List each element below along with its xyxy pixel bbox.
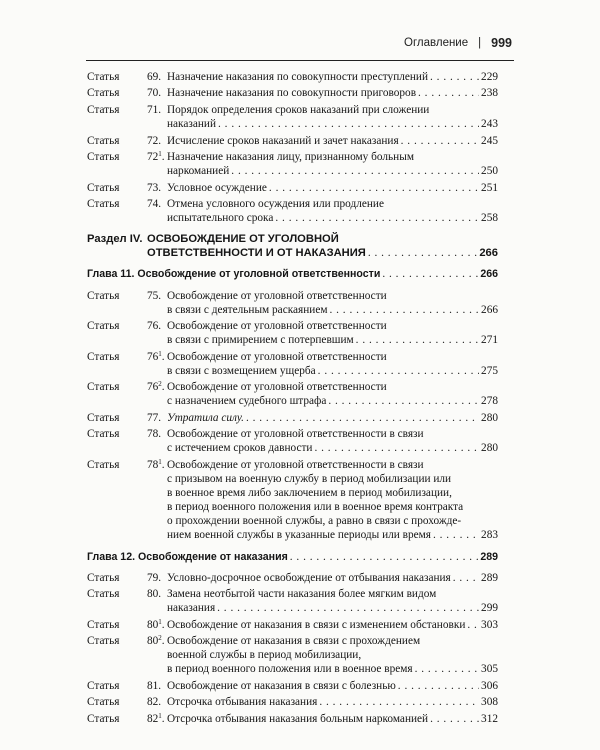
dot-leader xyxy=(269,181,479,195)
toc-chapter-12 xyxy=(87,550,498,564)
entry-page: 271 xyxy=(481,334,498,347)
entry-page: 280 xyxy=(481,411,498,424)
entry-kind: Статья xyxy=(87,103,120,116)
entry-page: 305 xyxy=(481,663,498,676)
chapter-page: 289 xyxy=(480,550,498,563)
entry-title: Освобождение от наказания в связи с болезнью xyxy=(167,679,396,692)
entry-title-cont: наказаний xyxy=(167,118,217,131)
toc-entry-69 xyxy=(87,70,498,84)
toc-entry-81 xyxy=(87,679,498,693)
toc-entry-74 xyxy=(87,197,498,225)
toc-entry-72-1 xyxy=(87,150,498,178)
entry-title: Исчисление сроков наказаний и зачет наказания xyxy=(167,134,399,147)
entry-title-cont: военной службы в период мобилизации, xyxy=(167,649,362,662)
toc-entry-79 xyxy=(87,571,498,585)
chapter-title: Глава 12. Освобождение от наказания xyxy=(87,550,288,563)
entry-kind: Статья xyxy=(87,151,120,164)
dot-leader xyxy=(218,117,479,131)
entry-title: Освобождение от уголовной ответственности xyxy=(167,381,387,394)
running-header xyxy=(404,36,512,50)
entry-page: 229 xyxy=(481,71,498,83)
entry-page: 258 xyxy=(481,212,498,225)
dot-leader xyxy=(467,618,479,632)
entry-page: 266 xyxy=(481,303,498,316)
entry-kind: Статья xyxy=(87,198,120,211)
toc-section-4 xyxy=(87,232,498,260)
entry-number: 71. xyxy=(147,103,162,116)
entry-title: Освобождение от уголовной ответственности xyxy=(167,350,387,363)
entry-kind: Статья xyxy=(87,181,120,194)
dot-leader xyxy=(368,246,477,260)
dot-leader xyxy=(330,303,480,317)
dot-leader xyxy=(319,695,479,709)
dot-leader xyxy=(328,394,479,408)
entry-number: 80. xyxy=(147,588,162,601)
entry-kind: Статья xyxy=(87,635,120,648)
dot-leader xyxy=(401,134,479,148)
header-rule xyxy=(86,60,514,61)
dot-leader xyxy=(246,411,479,425)
entry-number: 69. xyxy=(147,71,162,83)
toc-entry-77 xyxy=(87,411,498,425)
entry-number: 79. xyxy=(147,571,162,584)
entry-kind: Статья xyxy=(87,381,120,394)
toc-entry-71 xyxy=(87,103,498,131)
entry-title: Назначение наказания по совокупности преступлений xyxy=(167,71,429,83)
entry-kind: Статья xyxy=(87,134,120,147)
dot-leader xyxy=(382,267,478,281)
entry-page: 243 xyxy=(481,118,498,131)
entry-kind: Статья xyxy=(87,712,120,725)
entry-number: 73. xyxy=(147,181,162,194)
entry-title: Отсрочка отбывания наказания xyxy=(167,696,318,709)
entry-title: Освобождение от уголовной ответственности в связи xyxy=(167,428,424,441)
entry-kind: Статья xyxy=(87,458,120,471)
entry-title-cont: в военное время либо заключением в период мобилизации, xyxy=(167,487,452,500)
dot-leader xyxy=(430,712,479,726)
entry-kind: Статья xyxy=(87,350,120,363)
entry-kind: Статья xyxy=(87,411,120,424)
entry-title: Условное осуждение xyxy=(167,181,267,194)
entry-page: 306 xyxy=(481,679,498,692)
section-title: ОСВОБОЖДЕНИЕ ОТ УГОЛОВНОЙ xyxy=(147,233,339,246)
entry-kind: Статья xyxy=(87,618,120,631)
toc-chapter-11 xyxy=(87,267,498,281)
dot-leader xyxy=(453,571,479,585)
entry-page: 312 xyxy=(481,712,498,725)
entry-number: $80^1$. xyxy=(147,617,165,631)
dot-leader xyxy=(217,601,479,615)
header-section-title: Оглавление xyxy=(404,37,469,49)
entry-title: Освобождение от уголовной ответственности в связи xyxy=(167,458,424,471)
entry-title: Замена неотбытой части наказания более мягким видом xyxy=(167,588,437,601)
dot-leader xyxy=(415,662,479,676)
entry-title: Назначение наказания по совокупности приговоров xyxy=(167,87,417,100)
dot-leader xyxy=(231,164,479,178)
dot-leader xyxy=(398,679,479,693)
entry-title-cont: испытательного срока xyxy=(167,212,274,225)
entry-title: Освобождение от наказания в связи с прохождением xyxy=(167,635,421,648)
toc-entry-76-2 xyxy=(87,380,498,408)
dot-leader xyxy=(430,70,479,84)
entry-number: 70. xyxy=(147,87,162,100)
entry-kind: Статья xyxy=(87,320,120,333)
entry-number: 74. xyxy=(147,198,162,211)
toc-entry-80-1 xyxy=(87,618,498,632)
toc-entry-73 xyxy=(87,181,498,195)
dot-leader xyxy=(275,211,479,225)
toc-entry-70 xyxy=(87,86,498,100)
entry-kind: Статья xyxy=(87,428,120,441)
toc-entry-78-1 xyxy=(87,458,498,543)
entry-number: 78. xyxy=(147,428,162,441)
entry-number: 72. xyxy=(147,134,162,147)
entry-title-cont: о прохождении военной службы, а равно в связи с прохожде- xyxy=(167,515,462,528)
entry-kind: Статья xyxy=(87,696,120,709)
toc-entry-75 xyxy=(87,289,498,317)
header-separator: | xyxy=(478,37,482,49)
entry-kind: Статья xyxy=(87,71,120,83)
entry-page: 251 xyxy=(481,181,498,194)
entry-number: 77. xyxy=(147,411,162,424)
dot-leader xyxy=(314,441,479,455)
entry-title-cont: с призывом на военную службу в период мобилизации или xyxy=(167,473,452,486)
toc-entry-78 xyxy=(87,427,498,455)
entry-title: Условно-досрочное освобождение от отбывания наказания xyxy=(167,571,451,584)
entry-page: 303 xyxy=(481,618,498,631)
entry-page: 278 xyxy=(481,395,498,408)
toc-entry-82 xyxy=(87,695,498,709)
entry-kind: Статья xyxy=(87,588,120,601)
toc-entry-76-1 xyxy=(87,350,498,378)
dot-leader xyxy=(318,364,479,378)
entry-title-cont: наркоманией xyxy=(167,165,230,178)
toc-entry-72 xyxy=(87,134,498,148)
entry-title-cont: наказания xyxy=(167,602,216,615)
entry-number: $72^1$. xyxy=(147,150,165,164)
entry-page: 250 xyxy=(481,165,498,178)
dot-leader xyxy=(356,333,479,347)
chapter-page: 266 xyxy=(480,268,498,281)
entry-title: Освобождение от уголовной ответственности xyxy=(167,289,387,302)
entry-kind: Статья xyxy=(87,571,120,584)
entry-title: Утратила силу. xyxy=(167,411,244,424)
dot-leader xyxy=(418,86,479,100)
section-title-cont: ОТВЕТСТВЕННОСТИ И ОТ НАКАЗАНИЯ xyxy=(147,247,366,260)
entry-page: 280 xyxy=(481,442,498,455)
entry-number: $76^1$. xyxy=(147,349,165,363)
entry-page: 275 xyxy=(481,364,498,377)
header-page-number: 999 xyxy=(491,36,512,50)
entry-number: $80^2$. xyxy=(147,634,165,648)
entry-number: 76. xyxy=(147,320,162,333)
entry-kind: Статья xyxy=(87,679,120,692)
entry-title-cont: в связи с примирением с потерпевшим xyxy=(167,334,354,347)
section-page: 266 xyxy=(479,247,498,260)
entry-title-cont: с истечением сроков давности xyxy=(167,442,313,455)
entry-page: 238 xyxy=(481,87,498,100)
toc-entry-76 xyxy=(87,319,498,347)
entry-title-cont: с назначением судебного штрафа xyxy=(167,395,327,408)
entry-title: Освобождение от наказания в связи с изменением обстановки xyxy=(167,618,466,631)
entry-title: Порядок определения сроков наказаний при сложении xyxy=(167,103,430,116)
entry-number: 81. xyxy=(147,679,162,692)
dot-leader xyxy=(290,550,479,564)
entry-title-cont: нием военной службы в указанные периоды или время xyxy=(167,529,431,542)
toc-entry-80-2 xyxy=(87,634,498,676)
entry-number: $78^1$. xyxy=(147,457,165,471)
entry-title-cont: в связи с возмещением ущерба xyxy=(167,364,316,377)
entry-title: Отмена условного осуждения или продление xyxy=(167,198,384,211)
entry-title-cont: в период военного положения или в военное время контракта xyxy=(167,501,464,514)
entry-number: $82^1$. xyxy=(147,711,165,725)
entry-page: 283 xyxy=(481,529,498,542)
table-of-contents xyxy=(87,70,498,726)
entry-title: Отсрочка отбывания наказания больным наркоманией xyxy=(167,712,429,725)
dot-leader xyxy=(433,528,479,542)
entry-page: 289 xyxy=(481,571,498,584)
entry-page: 245 xyxy=(481,134,498,147)
entry-title-cont: в период военного положения или в военное время xyxy=(167,663,413,676)
toc-entry-80 xyxy=(87,587,498,615)
entry-title-cont: в связи с деятельным раскаянием xyxy=(167,303,328,316)
section-label: Раздел IV. xyxy=(87,233,143,246)
entry-number: 75. xyxy=(147,289,162,302)
entry-number: $76^2$. xyxy=(147,380,165,394)
toc-entry-82-1 xyxy=(87,712,498,726)
entry-title: Назначение наказания лицу, признанному больным xyxy=(167,151,414,164)
entry-number: 82. xyxy=(147,696,162,709)
entry-page: 308 xyxy=(481,696,498,709)
entry-title: Освобождение от уголовной ответственности xyxy=(167,320,387,333)
entry-page: 299 xyxy=(481,602,498,615)
entry-kind: Статья xyxy=(87,289,120,302)
chapter-title: Глава 11. Освобождение от уголовной ответственности xyxy=(87,268,381,281)
entry-kind: Статья xyxy=(87,87,120,100)
